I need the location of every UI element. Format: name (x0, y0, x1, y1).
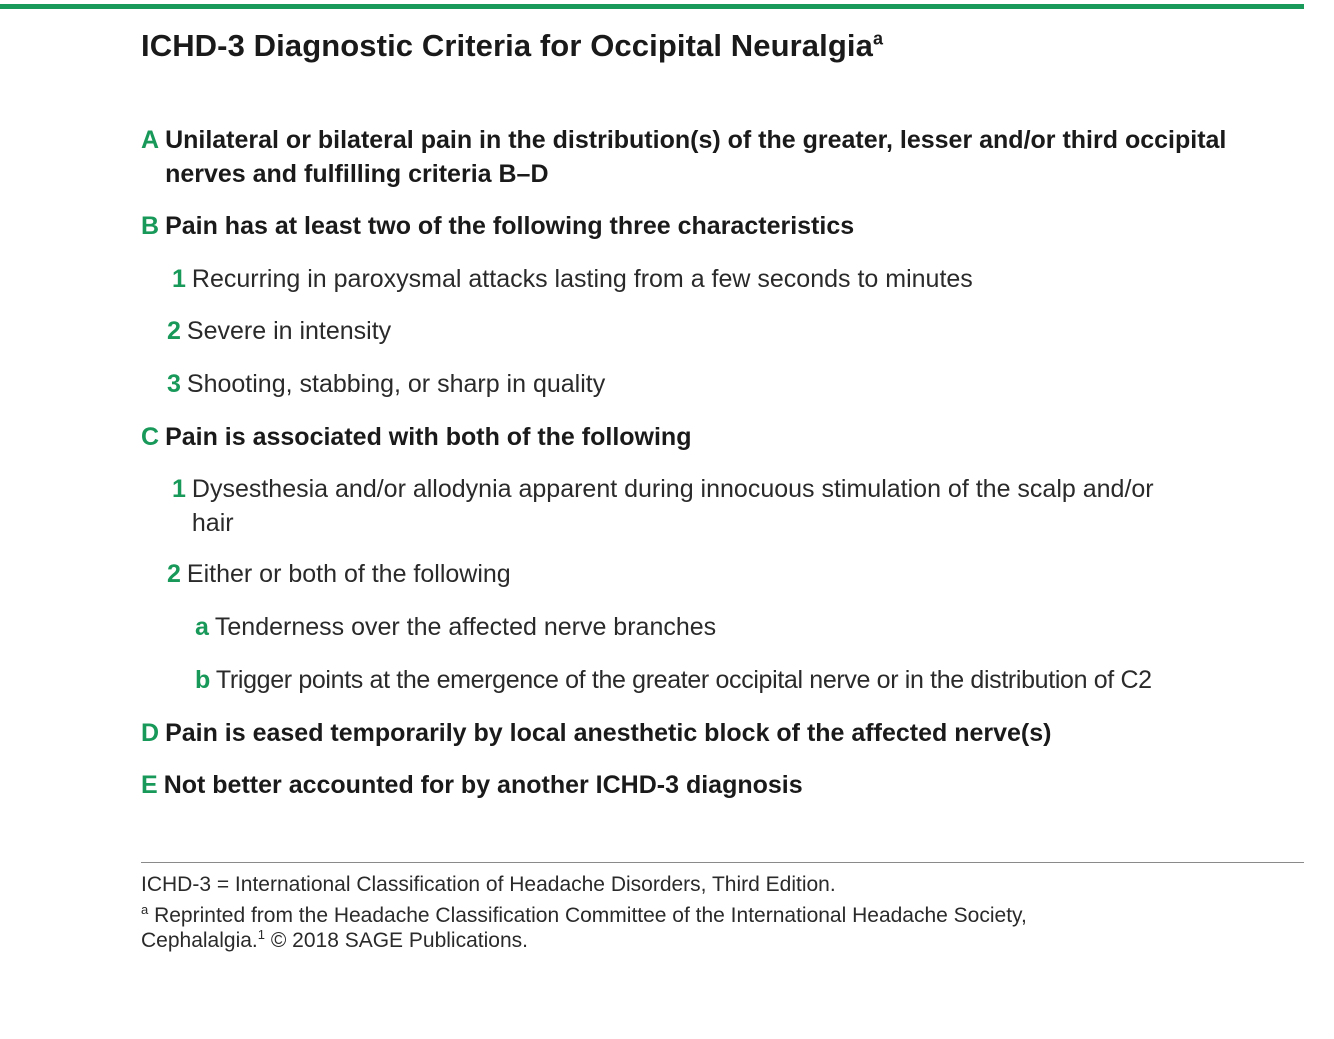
title-text: ICHD-3 Diagnostic Criteria for Occipital Neuralgia (141, 28, 873, 63)
criterion-b-text: Pain has at least two of the following three characteristics (165, 212, 855, 240)
criterion-c (141, 420, 691, 454)
criterion-c2-text: Either or both of the following (186, 560, 511, 588)
criterion-b1-text: Recurring in paroxysmal attacks lasting from a few seconds to minutes (191, 265, 973, 293)
criterion-b-marker: B (141, 212, 160, 240)
criterion-c2-marker: 2 (167, 560, 181, 588)
footnote-source-copyright: © 2018 SAGE Publications. (270, 929, 528, 952)
criterion-c1-text: Dysesthesia and/or allodynia apparent during innocuous stimulation of the scalp and/or hair (191, 475, 1154, 537)
criterion-e (141, 768, 803, 802)
criterion-b3-text: Shooting, stabbing, or sharp in quality (186, 370, 606, 398)
criterion-b (141, 209, 854, 243)
footnote-source-line1: Reprinted from the Headache Classification Committee of the International Headache Society, (154, 904, 1027, 927)
criterion-b3 (167, 367, 605, 401)
criterion-e-text: Not better accounted for by another ICHD-3 diagnosis (163, 771, 803, 799)
criterion-b1 (172, 262, 973, 296)
title-footnote-marker: a (872, 28, 884, 49)
criterion-e-marker: E (141, 771, 158, 799)
criterion-b2-marker: 2 (167, 317, 181, 345)
footnote-source (141, 903, 1301, 953)
table-title (141, 28, 883, 64)
criterion-b1-marker: 1 (172, 265, 186, 293)
criterion-c2a-marker: a (195, 613, 209, 641)
criterion-c2b-text: Trigger points at the emergence of the greater occipital nerve or in the distribution of C2 (215, 666, 1152, 694)
criterion-c2a-text: Tenderness over the affected nerve branches (214, 613, 717, 641)
criterion-a-text: Unilateral or bilateral pain in the distribution(s) of the greater, lesser and/or third occipital nerves and fulfilling criteria B–D (165, 126, 1227, 188)
footnote-source-marker: a (141, 902, 149, 917)
criterion-d-text: Pain is eased temporarily by local anesthetic block of the affected nerve(s) (165, 719, 1052, 747)
criterion-a (141, 123, 1307, 191)
criterion-d-marker: D (141, 719, 160, 747)
criterion-c-text: Pain is associated with both of the following (165, 423, 692, 451)
footnote-source-ref: 1 (257, 927, 265, 942)
criterion-c2b-marker: b (195, 666, 210, 694)
criterion-b3-marker: 3 (167, 370, 181, 398)
criterion-c-marker: C (141, 423, 160, 451)
criterion-c2a (195, 610, 716, 644)
criterion-a-marker: A (141, 126, 160, 154)
criterion-c1 (172, 472, 1202, 540)
top-accent-rule (0, 4, 1304, 9)
footnote-divider (141, 862, 1304, 863)
criterion-c1-marker: 1 (172, 475, 186, 503)
criterion-c2b (195, 663, 1152, 697)
criterion-b2 (167, 314, 391, 348)
criterion-d (141, 716, 1051, 750)
footnote-abbreviation: ICHD-3 = International Classification of Headache Disorders, Third Edition. (141, 873, 836, 896)
footnote-source-journal: Cephalalgia. (141, 929, 258, 952)
criterion-c2 (167, 557, 511, 591)
criterion-b2-text: Severe in intensity (186, 317, 392, 345)
